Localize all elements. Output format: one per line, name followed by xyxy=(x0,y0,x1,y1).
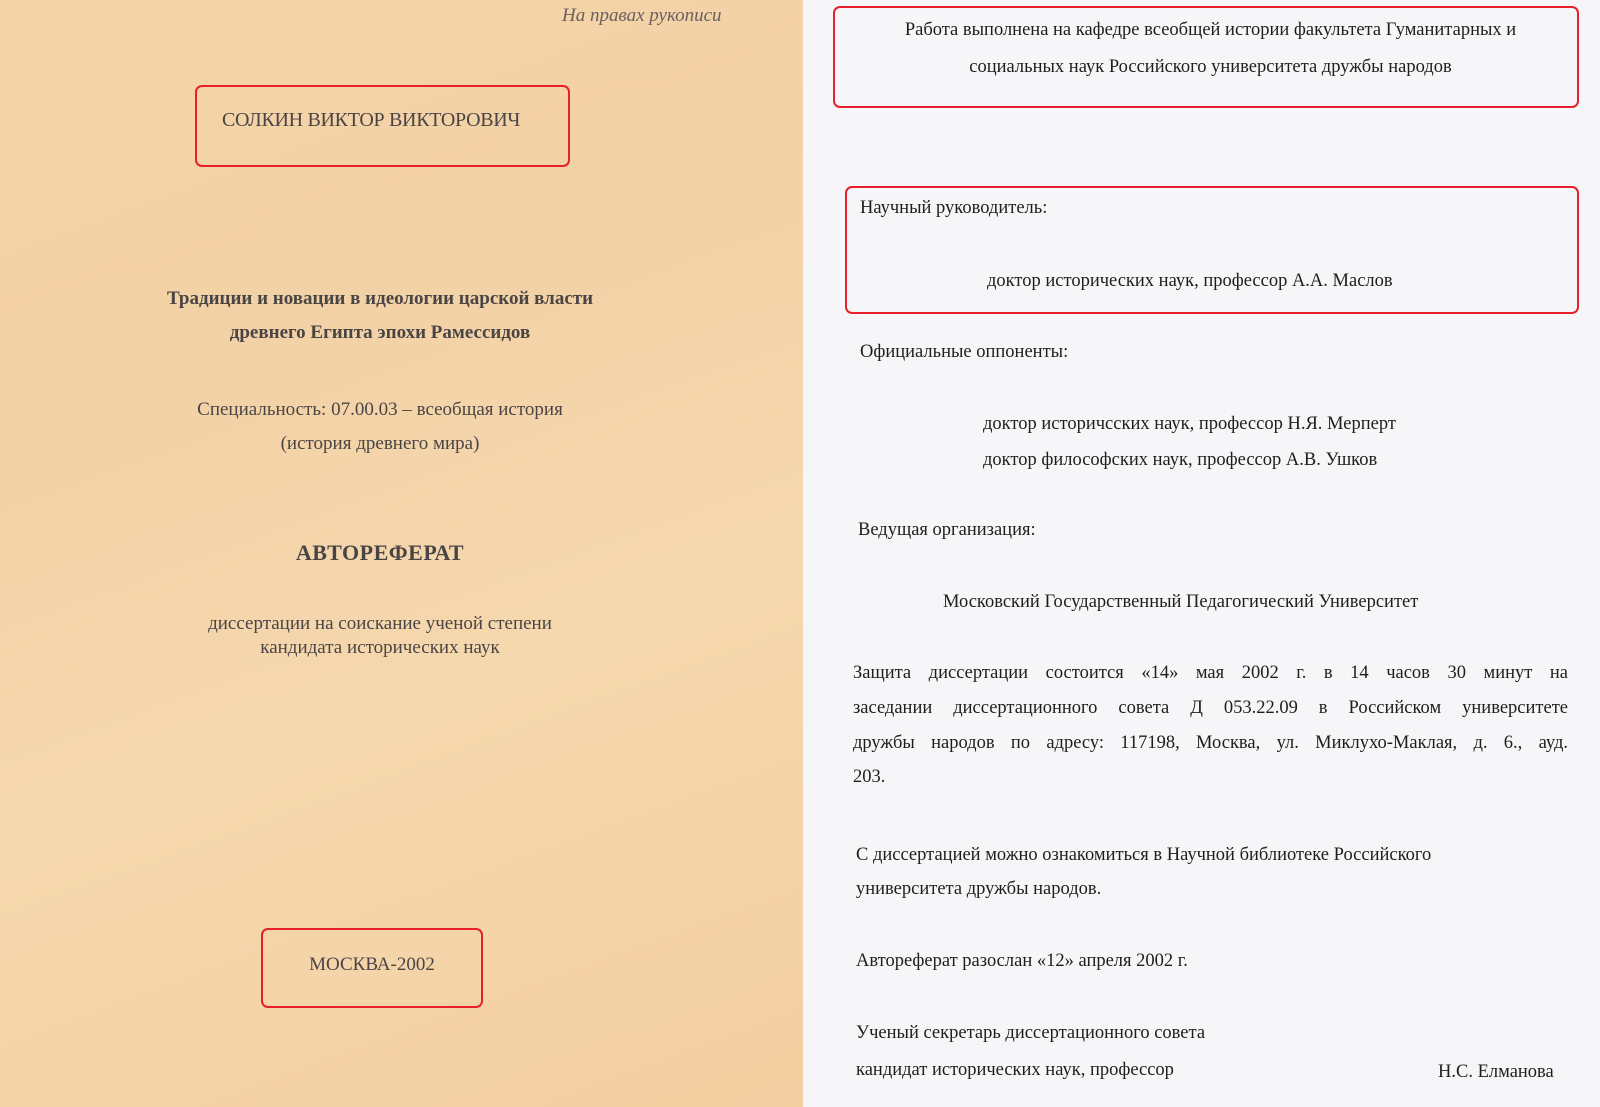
header-note: На правах рукописи xyxy=(562,5,722,26)
document-type: АВТОРЕФЕРАТ xyxy=(295,540,465,565)
thesis-title-line-2: древнего Египта эпохи Рамессидов xyxy=(229,322,531,343)
degree-line-1: диссертации на соискание ученой степени xyxy=(208,613,552,634)
defense-line-1: Защита диссертации состоится «14» мая 2002 г. в 14 часов 30 минут на xyxy=(853,664,1568,683)
place-year: МОСКВА-2002 xyxy=(309,954,435,975)
thesis-title-line-1: Традиции и новации в идеологии царской власти xyxy=(166,288,594,309)
defense-line-3: дружбы народов по адресу: 117198, Москва, ул. Миклухо-Маклая, д. 6., ауд. xyxy=(853,734,1568,753)
leading-org-name: Московский Государственный Педагогический Университет xyxy=(943,592,1419,612)
secretary-line-1: Ученый секретарь диссертационного совета xyxy=(856,1023,1206,1043)
secretary-line-2: кандидат исторических наук, профессор xyxy=(856,1060,1174,1080)
institution-line-2: социальных наук Российского университета дружбы народов xyxy=(969,57,1452,77)
library-line-1: С диссертацией можно ознакомиться в Научной библиотеке Российского xyxy=(856,845,1432,865)
opponents-label: Официальные оппоненты: xyxy=(860,342,1069,362)
library-line-2: университета дружбы народов. xyxy=(856,879,1102,899)
details-page xyxy=(803,0,1600,1107)
specialty-line-2: (история древнего мира) xyxy=(280,433,480,454)
opponent-1: доктор историчсских наук, профессор Н.Я. Мерперт xyxy=(983,414,1396,434)
secretary-name: Н.С. Елманова xyxy=(1438,1062,1554,1082)
institution-line-1: Работа выполнена на кафедре всеобщей истории факультета Гуманитарных и xyxy=(904,20,1517,40)
supervisor-label: Научный руководитель: xyxy=(860,198,1048,218)
author-name: СОЛКИН ВИКТОР ВИКТОРОВИЧ xyxy=(222,109,521,131)
sent-out-date: Автореферат разослан «12» апреля 2002 г. xyxy=(856,951,1188,971)
opponent-2: доктор философских наук, профессор А.В. Ушков xyxy=(983,450,1378,470)
supervisor-name: доктор исторических наук, профессор А.А. Маслов xyxy=(987,271,1393,291)
leading-org-label: Ведущая организация: xyxy=(858,520,1036,540)
degree-line-2: кандидата исторических наук xyxy=(260,637,500,658)
defense-line-2: заседании диссертационного совета Д 053.22.09 в Российском университете xyxy=(853,699,1568,718)
defense-line-4: 203. xyxy=(853,767,886,787)
specialty-line-1: Специальность: 07.00.03 – всеобщая история xyxy=(197,399,563,420)
